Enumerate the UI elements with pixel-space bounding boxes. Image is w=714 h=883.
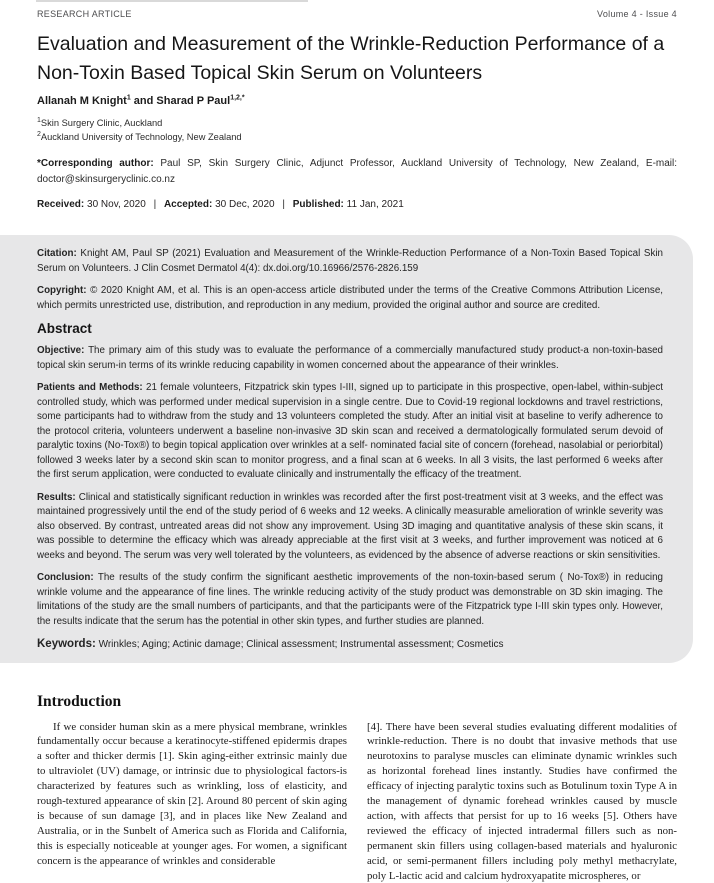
author-affiliation-marker: 1,2,* (230, 94, 244, 101)
dates-separator: | (154, 199, 157, 210)
introduction-heading: Introduction (37, 693, 677, 711)
dates-line (37, 199, 677, 210)
volume-issue-label: Volume 4 - Issue 4 (597, 9, 677, 19)
received-label: Received: (37, 199, 84, 210)
results-label: Results: (37, 492, 76, 503)
abstract-objective: Objective: The primary aim of this study was to evaluate the performance of a commercially manufactured study product-a non-toxin-based topical skin serum-in terms of its wrinkle reducing capability in women concerned about the appearance of their wrinkles. (37, 344, 663, 373)
affiliation: $^1$Skin Surgery Clinic, Auckland (37, 117, 677, 131)
abstract-heading: Abstract (37, 321, 663, 336)
accepted-label: Accepted: (164, 199, 212, 210)
introduction-column-left (37, 720, 347, 883)
copyright (37, 284, 663, 313)
author-name: Sharad P Paul (156, 95, 230, 107)
authors-connector: and (131, 95, 157, 107)
intro-paragraph-right: [4]. There have been several studies evaluating different modalities of wrinkle-reduction. There is no doubt that invasive methods that use neurotoxins to paralyse muscles can eliminate dynamic wrinkles such as horizontal forehead lines instantly. Studies have confirmed the efficacy of injecting paralytic toxins such as Botulinum toxin Type A in the management of dynamic forehead wrinkles caused by muscle action, with affects that persist for up to 16 weeks [5]. Others have reviewed the efficacy of injected intradermal fillers such as non-permanent skin fillers using collagen-based materials and hyaluronic acid, or semi-permanent fillers including poly methyl methacrylate, poly L-lactic acid and calcium hydroxyapatite microspheres, or (367, 720, 677, 883)
abstract-conclusion: Conclusion: The results of the study confirm the significant aesthetic improvements of the non-toxin-based serum ( No-Tox®) in reducing wrinkle volume and the appearance of fine lines. The wrinkle reducing activity of the study product was demonstrable on 3D skin imaging. The limitations of the study are the small numbers of participants, and that the participants were of the Fitzpatrick type I-III skin types only. However, the results indicate that the serum has the potential in other skin types, and further studies are planned. (37, 571, 663, 629)
corresponding-author-label: *Corresponding author: (37, 158, 154, 169)
keywords (37, 637, 663, 653)
citation (37, 247, 663, 276)
intro-paragraph-left: If we consider human skin as a mere physical membrane, wrinkles fundamentally occur because a keratinocyte-stiffened epidermis drapes a softer and thicker dermis [1]. Skin aging-either extrinsic mainly due to ultraviolet (UV) damage, or intrinsic due to physiological factors-is characterized by features such as wrinkling, loss of elasticity, and rough-textured appearance of skin [2]. Around 80 percent of skin aging is because of sun damage [3], and in places like New Zealand and Australia, or in the Sunbelt of America such as Florida and California, this is especially noticeable at younger ages. For women, a significant concern is the appearance of wrinkles and considerable (37, 720, 347, 869)
top-edge-artifact (36, 0, 308, 2)
abstract-results: Results: Clinical and statistically significant reduction in wrinkles was recorded after the first post-treatment visit at 3 weeks, and the effect was maintained progressively until the end of the study period of 6 weeks and 12 weeks. A clinically measurable amelioration of wrinkle severity was also observed. By contrast, untreated areas did not show any improvement. Using 3D imaging and quantitative analysis of these skin scans, it was possible to determine the efficacy which was already appreciable at the first visit at 3 weeks, and further improvement was noticed at 6 weeks and beyond. The serum was very well tolerated by the volunteers, as evidenced by the absence of adverse reactions or skin sensitivities. (37, 491, 663, 564)
citation-copyright-box (0, 235, 693, 663)
affiliations-block (37, 117, 677, 144)
article-title: Evaluation and Measurement of the Wrinkle-Reduction Performance of a Non-Toxin Based Topical Skin Serum on Volunteers (37, 30, 677, 87)
published-label: Published: (293, 199, 344, 210)
published-date: 11 Jan, 2021 (347, 199, 404, 210)
received-date: 30 Nov, 2020 (87, 199, 146, 210)
citation-label: Citation: (37, 248, 77, 259)
introduction-column-right (367, 720, 677, 883)
keywords-text: Wrinkles; Aging; Actinic damage; Clinical assessment; Instrumental assessment; Cosmetics (99, 639, 504, 650)
methods-label: Patients and Methods: (37, 382, 143, 393)
article-type-label: RESEARCH ARTICLE (37, 9, 132, 19)
page-header (37, 0, 677, 19)
conclusion-label: Conclusion: (37, 572, 94, 583)
two-column-body (37, 720, 677, 883)
author-name: Allanah M Knight (37, 95, 127, 107)
affiliation: $^2$Auckland University of Technology, New Zealand (37, 131, 677, 145)
introduction-section (0, 693, 714, 883)
corresponding-author (37, 156, 677, 188)
authors-line (37, 95, 677, 107)
corresponding-author-text: Paul SP, Skin Surgery Clinic, Adjunct Professor, Auckland University of Technology, New Zealand, E-mail: doctor@skinsurgeryclinic.co.nz (37, 158, 677, 185)
citation-text: Knight AM, Paul SP (2021) Evaluation and Measurement of the Wrinkle-Reduction Performance of a Non-Toxin Based Topical Skin Serum on Volunteers. J Clin Cosmet Dermatol 4(4): dx.doi.org/10.16966/2576-2826.159 (37, 248, 663, 274)
objective-label: Objective: (37, 345, 84, 356)
dates-separator: | (282, 199, 285, 210)
accepted-date: 30 Dec, 2020 (215, 199, 275, 210)
keywords-label: Keywords: (37, 638, 96, 650)
author-affiliation-marker: 1 (127, 94, 131, 101)
copyright-text: © 2020 Knight AM, et al. This is an open-access article distributed under the terms of the Creative Commons Attribution License, which permits unrestricted use, distribution, and reproduction in any medium, provided the original author and source are credited. (37, 285, 663, 311)
affiliation-marker: 2 (37, 130, 41, 137)
abstract-methods: Patients and Methods: 21 female volunteers, Fitzpatrick skin types I-III, signed up to participate in this prospective, open-label, within-subject controlled study, which was performed under medical supervision in a single centre. Due to Covid-19 regional lockdowns and travel restrictions, some participants had to withdraw from the study and 13 volunteers completed the study. After an initial visit at baseline to verify adherence to the protocol criteria, volunteers underwent a baseline non-invasive 3D skin scan and received a dermatologically formulated serum devoid of paralytic toxins (No-Tox®) to begin topical application over wrinkles at a self- nominated facial site of concern (forehead, nasolabial or periorbital) followed 3 weeks later by a second skin scan to monitor progress, and a final scan at 6 weeks. In all 3 visits, the last performed 6 weeks after the first serum application, were conducted to evaluate clinically and instrumentally the efficacy of the treatment. (37, 381, 663, 483)
affiliation-marker: 1 (37, 117, 41, 124)
copyright-label: Copyright: (37, 285, 87, 296)
